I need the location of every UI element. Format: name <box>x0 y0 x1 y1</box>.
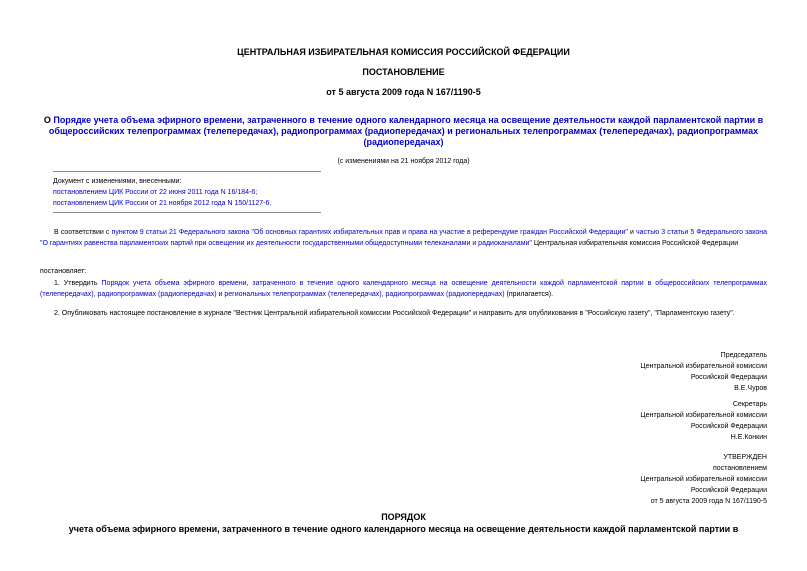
changes-intro: Документ с изменениями, внесенными: <box>53 178 182 185</box>
secretary-signature <box>640 399 767 443</box>
changes-bottom-divider <box>53 212 321 213</box>
order-subtitle: учета объема эфирного времени, затраченного в течение одного календарного месяца на освещение деятельности каждой парламентской партии в <box>68 524 739 534</box>
signature-line: Н.Е.Конкин <box>730 434 767 441</box>
order-title: ПОРЯДОК <box>381 512 426 522</box>
signature-line: Российской Федерации <box>690 374 767 381</box>
changes-top-divider <box>53 171 321 172</box>
signature-line: Центральной избирательной комиссии <box>640 412 767 419</box>
approval-line: Российской Федерации <box>690 487 767 494</box>
changes-block <box>53 176 271 209</box>
approval-line: от 5 августа 2009 года N 167/1190-5 <box>650 498 767 505</box>
signature-line: Председатель <box>720 352 767 359</box>
law-link-2[interactable]: частью 3 статьи 5 Федерального закона "О гарантиях равенства парламентских партий при освещении их деятельности государственными общедоступными телеканалами и радиоканалами" <box>40 229 767 247</box>
approval-line: постановлением <box>713 465 767 472</box>
signature-line: Российской Федерации <box>690 423 767 430</box>
item-1-text: 1. Утвердить <box>54 280 102 287</box>
chairman-signature <box>640 350 767 394</box>
item-1-text: (прилагается). <box>504 291 554 298</box>
resolves-text: постановляет: <box>40 268 87 275</box>
subject-link[interactable]: Порядке учета объема эфирного времени, затраченного в течение одного календарного месяца на освещение деятельности каждой парламентской партии в общероссийских телепрограммах (телепередачах), радиопрограммах (радиопередачах) и региональных телепрограммах (телепередачах), радиопрограммах (радиопередачах) <box>48 115 764 147</box>
signature-line: Центральной избирательной комиссии <box>640 363 767 370</box>
item-2-paragraph: 2. Опубликовать настоящее постановление в журнале "Вестник Центральной избирательной комиссии Российской Федерации" и направить для опубликования в "Российскую газету", "Парламентскую газету". <box>54 310 735 317</box>
approval-block <box>640 452 767 507</box>
order-link[interactable]: Порядок учета объема эфирного времени, затраченного в течение одного календарного месяца на освещение деятельности каждой парламентской партии в общероссийских телепрограммах (телепередачах), радиопрограммах (радиопередачах) и региональных телепрограммах (телепередачах), радиопрограммах (радиопередачах) <box>40 280 767 298</box>
organization-heading: ЦЕНТРАЛЬНАЯ ИЗБИРАТЕЛЬНАЯ КОМИССИЯ РОССИЙСКОЙ ФЕДЕРАЦИИ <box>237 47 570 57</box>
document-subject <box>40 115 767 148</box>
signature-line: Секретарь <box>732 401 767 408</box>
signature-line: В.Е.Чуров <box>734 385 767 392</box>
preamble-text: и <box>627 229 636 236</box>
preamble-text: Центральная избирательная комиссия Российской Федерации <box>531 240 739 247</box>
subject-prefix: О <box>43 115 54 125</box>
preamble-text: В соответствии с <box>54 229 112 236</box>
approval-line: УТВЕРЖДЕН <box>723 454 767 461</box>
document-date-number: от 5 августа 2009 года N 167/1190-5 <box>326 87 481 97</box>
change-link[interactable]: постановлением ЦИК России от 21 ноября 2012 года N 150/1127-6. <box>53 200 272 207</box>
item-1-paragraph <box>40 278 767 300</box>
approval-line: Центральной избирательной комиссии <box>640 476 767 483</box>
preamble-paragraph <box>40 227 767 249</box>
change-link[interactable]: постановлением ЦИК России от 22 июня 2011 года N 16/184-6; <box>53 189 258 196</box>
edition-note: (с изменениями на 21 ноября 2012 года) <box>337 158 470 165</box>
document-type-heading: ПОСТАНОВЛЕНИЕ <box>362 67 445 77</box>
law-link-1[interactable]: пунктом 9 статьи 21 Федерального закона "Об основных гарантиях избирательных прав и права на участие в референдуме граждан Российской Федерации" <box>111 229 628 236</box>
